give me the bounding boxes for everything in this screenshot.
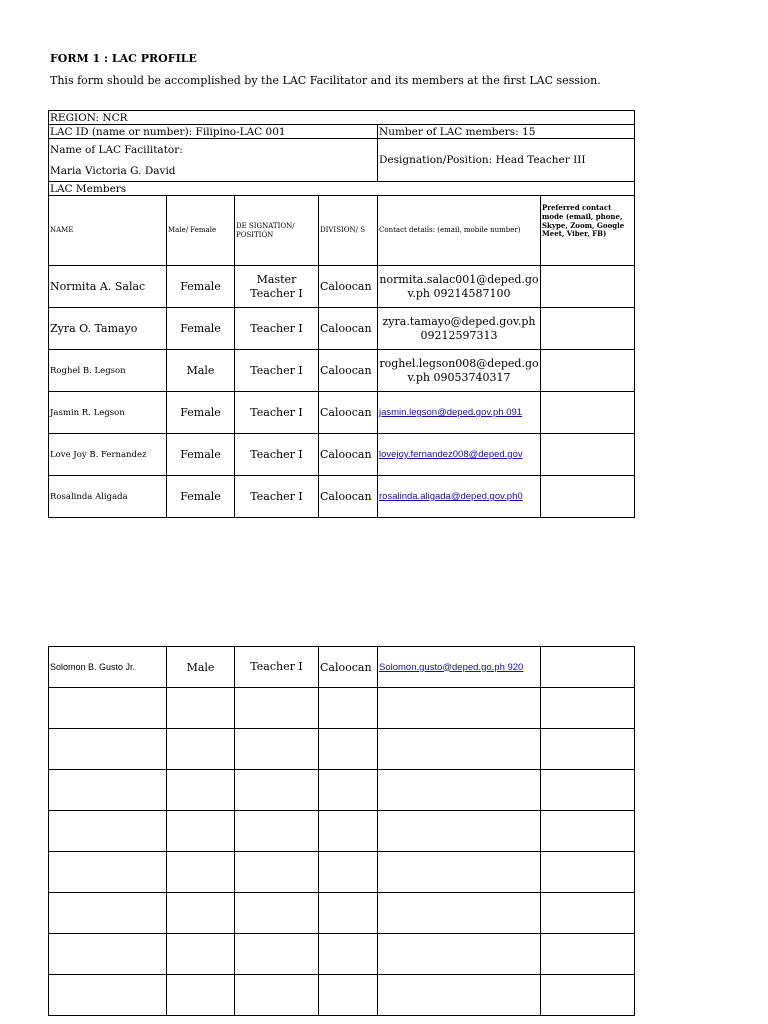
member-division: Caloocan <box>319 266 378 308</box>
lac-members-continued-table <box>48 646 635 1016</box>
member-sex: Male <box>167 350 235 392</box>
empty-cell <box>541 893 635 934</box>
empty-cell <box>49 934 167 975</box>
empty-cell <box>319 688 378 729</box>
empty-cell <box>49 975 167 1016</box>
empty-cell <box>235 893 319 934</box>
member-preferred <box>541 392 635 434</box>
member-division: Caloocan <box>319 647 378 688</box>
empty-row <box>49 729 635 770</box>
empty-cell <box>319 729 378 770</box>
empty-cell <box>167 852 235 893</box>
empty-cell <box>49 893 167 934</box>
empty-cell <box>235 934 319 975</box>
empty-cell <box>167 975 235 1016</box>
lac-id-cell: LAC ID (name or number): Filipino-LAC 001 <box>49 125 378 139</box>
empty-cell <box>378 893 541 934</box>
empty-cell <box>167 893 235 934</box>
empty-cell <box>378 688 541 729</box>
empty-cell <box>235 729 319 770</box>
member-designation: Teacher I <box>235 434 319 476</box>
empty-cell <box>167 688 235 729</box>
empty-cell <box>235 811 319 852</box>
empty-cell <box>235 852 319 893</box>
col-header-sex: Male/ Female <box>167 196 235 266</box>
member-designation: Teacher I <box>235 476 319 518</box>
member-name: Zyra O. Tamayo <box>49 308 167 350</box>
empty-cell <box>541 688 635 729</box>
empty-cell <box>541 934 635 975</box>
empty-cell <box>49 688 167 729</box>
empty-cell <box>319 893 378 934</box>
member-preferred <box>541 476 635 518</box>
member-designation: Teacher I <box>235 392 319 434</box>
empty-cell <box>319 975 378 1016</box>
empty-cell <box>378 770 541 811</box>
member-name: Rosalinda Aligada <box>49 476 167 518</box>
form-intro: This form should be accomplished by the LAC Facilitator and its members at the first LAC session. <box>50 74 601 87</box>
empty-cell <box>378 975 541 1016</box>
member-division: Caloocan <box>319 392 378 434</box>
designation-cell: Designation/Position: Head Teacher III <box>378 139 635 182</box>
member-contact: normita.salac001@deped.go v.ph 09214587100 <box>378 266 541 308</box>
member-name: Roghel B. Legson <box>49 350 167 392</box>
member-designation: Teacher I <box>235 647 319 688</box>
table-row <box>49 647 635 688</box>
member-sex: Female <box>167 266 235 308</box>
member-name: Love Joy B. Fernandez <box>49 434 167 476</box>
facilitator-cell <box>49 139 378 182</box>
member-sex: Male <box>167 647 235 688</box>
members-heading: LAC Members <box>49 182 635 196</box>
lac-profile-table <box>48 110 635 518</box>
member-division: Caloocan <box>319 350 378 392</box>
member-preferred <box>541 434 635 476</box>
member-division: Caloocan <box>319 476 378 518</box>
col-header-contact: Contact details: (email, mobile number) <box>378 196 541 266</box>
empty-cell <box>541 811 635 852</box>
empty-row <box>49 893 635 934</box>
member-division: Caloocan <box>319 434 378 476</box>
member-contact: zyra.tamayo@deped.gov.ph 09212597313 <box>378 308 541 350</box>
empty-cell <box>378 811 541 852</box>
member-email-link[interactable]: jasmin.legson@deped.gov.ph 091 <box>378 392 541 434</box>
region-cell: REGION: NCR <box>49 111 635 125</box>
empty-cell <box>49 811 167 852</box>
empty-cell <box>167 770 235 811</box>
member-designation: Teacher I <box>235 308 319 350</box>
empty-row <box>49 811 635 852</box>
empty-cell <box>49 852 167 893</box>
empty-cell <box>235 770 319 811</box>
empty-cell <box>378 934 541 975</box>
member-email-link[interactable]: rosalinda.aligada@deped.gov.ph0 <box>378 476 541 518</box>
empty-cell <box>235 688 319 729</box>
empty-cell <box>319 852 378 893</box>
table-row <box>49 392 635 434</box>
member-preferred <box>541 308 635 350</box>
members-count-cell: Number of LAC members: 15 <box>378 125 635 139</box>
member-email-link[interactable]: lovejoy.fernandez008@deped.gov <box>378 434 541 476</box>
empty-cell <box>49 770 167 811</box>
empty-row <box>49 770 635 811</box>
empty-cell <box>167 729 235 770</box>
empty-cell <box>49 729 167 770</box>
member-preferred <box>541 647 635 688</box>
col-header-name: NAME <box>49 196 167 266</box>
member-sex: Female <box>167 476 235 518</box>
member-division: Caloocan <box>319 308 378 350</box>
empty-cell <box>541 770 635 811</box>
member-designation: Teacher I <box>235 350 319 392</box>
member-name: Normita A. Salac <box>49 266 167 308</box>
table-row <box>49 266 635 308</box>
member-email-link[interactable]: Solomon.gusto@deped.go.ph 920 <box>378 647 541 688</box>
form-title: FORM 1 : LAC PROFILE <box>50 52 197 65</box>
member-name: Solomon B. Gusto Jr. <box>49 647 167 688</box>
empty-row <box>49 975 635 1016</box>
table-row <box>49 476 635 518</box>
empty-cell <box>541 852 635 893</box>
col-header-division: DIVISION/ S <box>319 196 378 266</box>
empty-row <box>49 688 635 729</box>
empty-cell <box>319 811 378 852</box>
facilitator-label: Name of LAC Facilitator: <box>50 143 183 156</box>
empty-cell <box>541 975 635 1016</box>
member-preferred <box>541 350 635 392</box>
empty-cell <box>378 729 541 770</box>
facilitator-name: Maria Victoria G. David <box>50 164 176 177</box>
empty-cell <box>167 811 235 852</box>
table-row <box>49 350 635 392</box>
empty-row <box>49 934 635 975</box>
member-sex: Female <box>167 434 235 476</box>
table-row <box>49 308 635 350</box>
member-preferred <box>541 266 635 308</box>
member-name: Jasmin R. Legson <box>49 392 167 434</box>
member-sex: Female <box>167 392 235 434</box>
empty-cell <box>319 770 378 811</box>
table-row <box>49 434 635 476</box>
empty-cell <box>319 934 378 975</box>
empty-cell <box>378 852 541 893</box>
empty-cell <box>235 975 319 1016</box>
member-designation: Master Teacher I <box>235 266 319 308</box>
member-sex: Female <box>167 308 235 350</box>
empty-row <box>49 852 635 893</box>
col-header-designation: DE SIGNATION/ POSITION <box>235 196 319 266</box>
empty-cell <box>167 934 235 975</box>
empty-cell <box>541 729 635 770</box>
member-contact: roghel.legson008@deped.go v.ph 09053740317 <box>378 350 541 392</box>
col-header-preferred: Preferred contact mode (email, phone, Skype, Zoom, Google Meet, Viber, FB) <box>541 196 635 266</box>
